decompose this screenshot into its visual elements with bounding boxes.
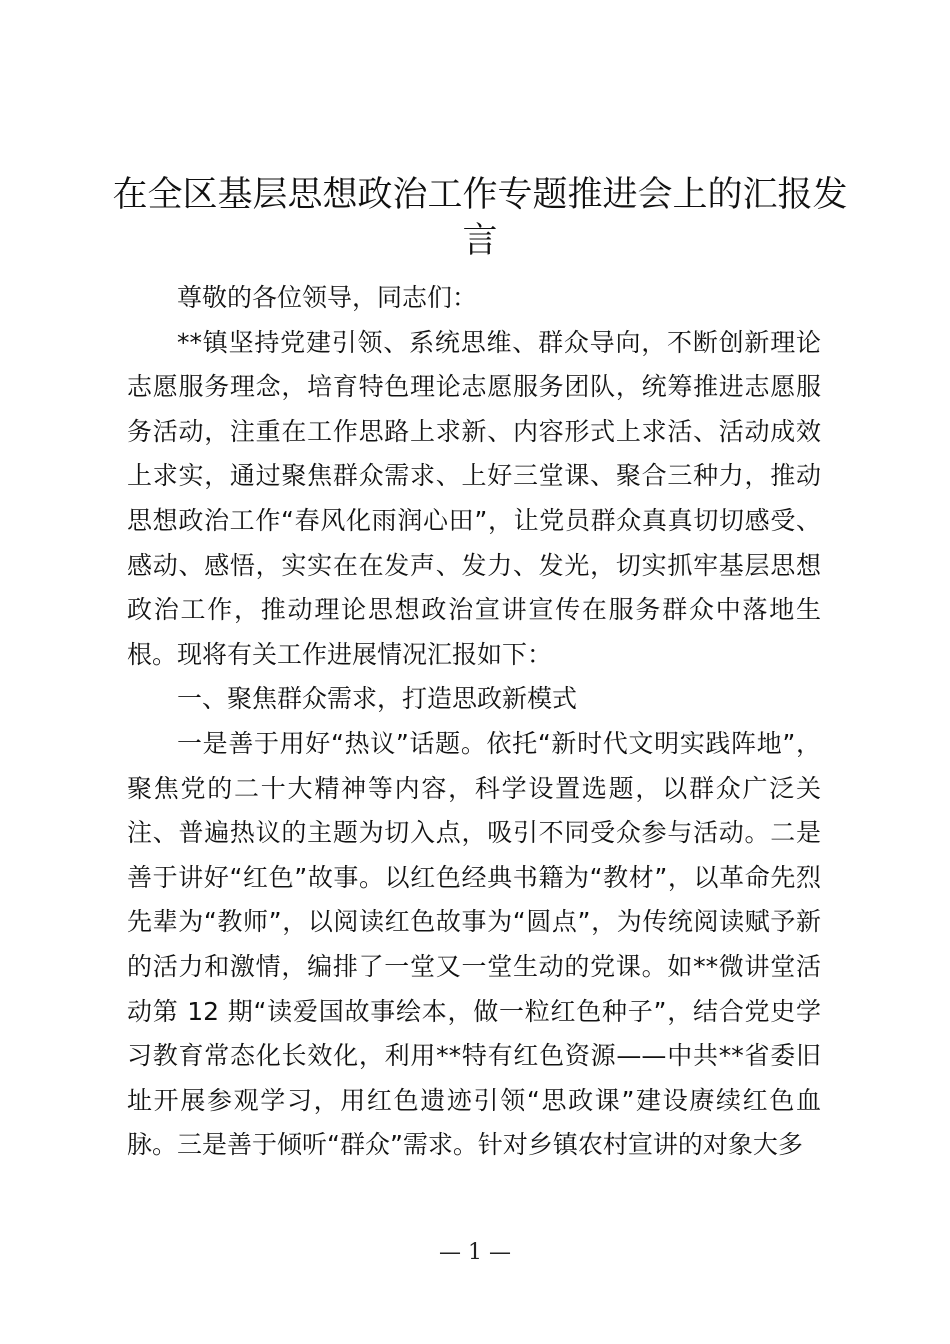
salutation: 尊敬的各位领导，同志们： — [177, 283, 478, 312]
section-paragraph: 一是善于用好“热议”话题。依托“新时代文明实践阵地”，聚焦党的二十大精神等内容，科学设置选题，以群众广泛关注、普遍热议的主题为切入点，吸引不同受众参与活动。二是善于讲好“红色”故事。以红色经典书籍为“教材”，以革命先烈先辈为“教师”，以阅读红色故事为“圆点”，为传统阅读赋予新的活力和激情，编排了一堂又一堂生动的党课。如**微讲堂活动第 12 期“读爱国故事绘本，做一粒红色种子”，结合党史学习教育常态化长效化，利用**特有红色资源——中共**省委旧址开展参观学习，用红色遗迹引领“思政课”建设赓续红色血脉。三是善于倾听“群众”需求。针对乡镇农村宣讲的对象大多 — [127, 728, 821, 1160]
document-body — [127, 276, 821, 1168]
document-title: 在全区基层思想政治工作专题推进会上的汇报发言 — [112, 175, 848, 261]
section-heading: 一、聚焦群众需求，打造思政新模式 — [177, 684, 578, 714]
intro-paragraph: **镇坚持党建引领、系统思维、群众导向，不断创新理论志愿服务理念，培育特色理论志愿服务团队，统筹推进志愿服务活动，注重在工作思路上求新、内容形式上求活、活动成效上求实，通过聚焦群众需求、上好三堂课、聚合三种力，推动思想政治工作“春风化雨润心田”，让党员群众真真切切感受、感动、感悟，实实在在发声、发力、发光，切实抓牢基层思想政治工作，推动理论思想政治宣讲宣传在服务群众中落地生根。现将有关工作进展情况汇报如下： — [127, 327, 821, 669]
page-number: — 1 — — [439, 1240, 511, 1265]
